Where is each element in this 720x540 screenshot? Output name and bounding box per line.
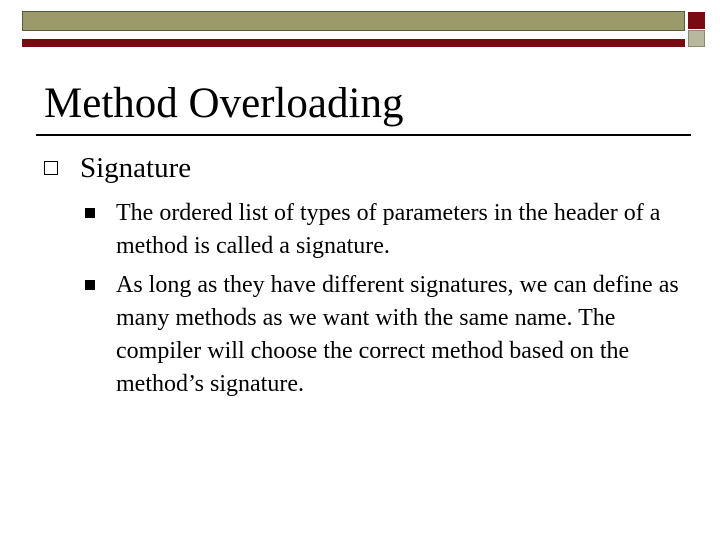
top-decor-bar: [22, 11, 685, 38]
subbullet-item: [82, 269, 692, 401]
subbullet-list: [82, 197, 692, 407]
hollow-square-bullet-icon: [44, 161, 58, 175]
slide-title: Method Overloading: [44, 80, 404, 127]
olive-band: [22, 11, 685, 31]
corner-square-light: [688, 30, 705, 47]
level1-bullet-item: [44, 150, 191, 186]
level1-bullet-text: Signature: [80, 152, 192, 184]
subbullet-item: [82, 197, 692, 263]
square-bullet-icon: [85, 280, 95, 290]
subbullet-text: The ordered list of types of parameters in the header of a method is called a signature.: [116, 200, 661, 259]
maroon-band: [22, 39, 685, 47]
corner-square-dark: [688, 12, 705, 29]
subbullet-text: As long as they have different signatures, we can define as many methods as we want with the same name. The compiler will choose the correct method based on the method’s signature.: [116, 272, 679, 397]
title-underline: [36, 134, 691, 136]
square-bullet-icon: [85, 208, 95, 218]
